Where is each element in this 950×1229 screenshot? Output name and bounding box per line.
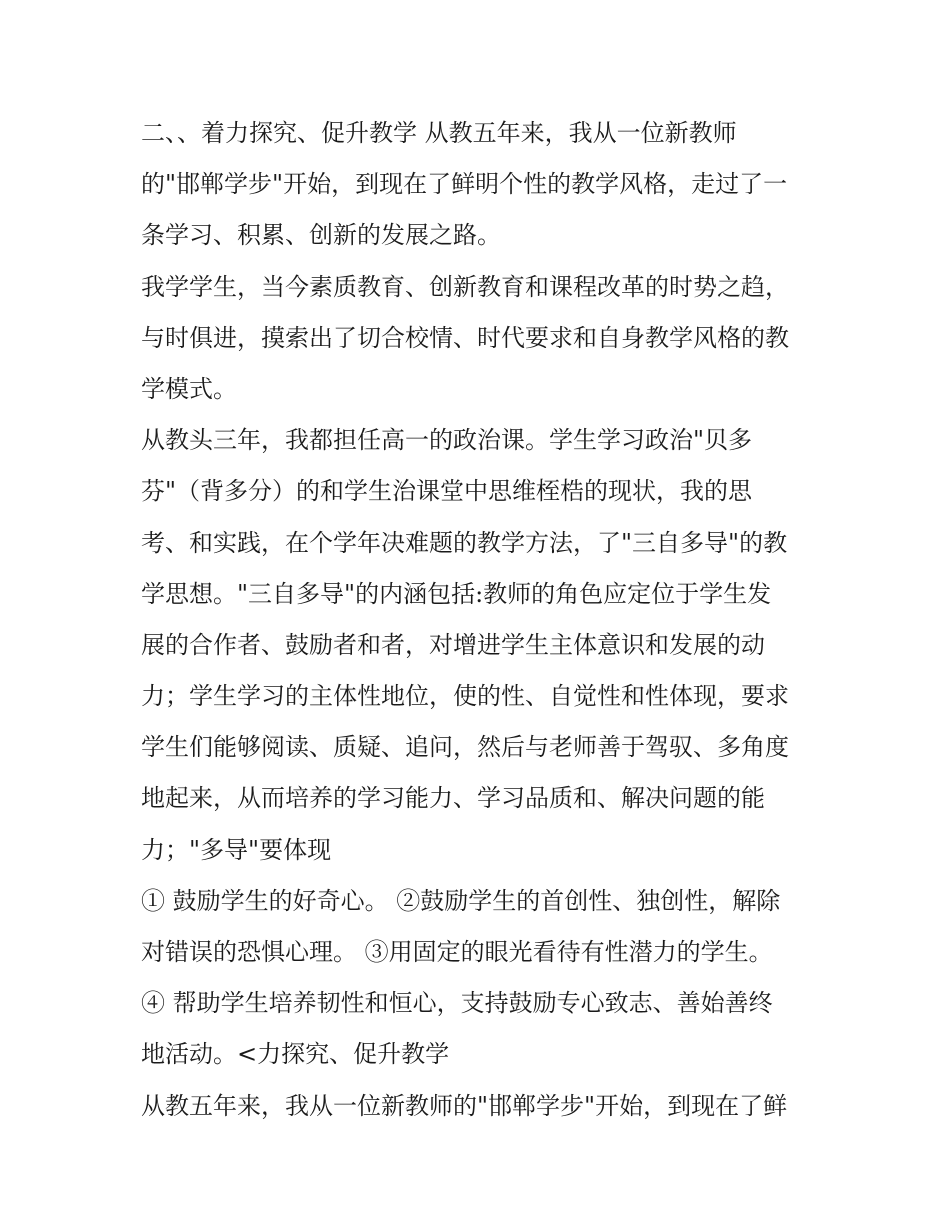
document-body (141, 108, 831, 1132)
text-line-4: 我学学生，当今素质教育、创新教育和课程改革的时势之趋， (141, 272, 789, 301)
text-line-12: 力；学生学习的主体性地位，使的性、自觉性和性体现，要求 (141, 682, 789, 711)
text-line-17: 对错误的恐惧心理。 ③用固定的眼光看待有性潜力的学生。 (141, 938, 773, 966)
text-line-13: 学生们能够阅读、质疑、追问，然后与老师善于驾驭、多角度 (141, 733, 789, 762)
text-line-9: 考、和实践，在个学年决难题的教学方法，了"三自多导"的教 (141, 528, 788, 557)
text-line-11: 展的合作者、鼓励者和者，对增进学生主体意识和发展的动 (141, 630, 765, 659)
text-line-19: 地活动。<力探究、促升教学 (141, 1040, 450, 1069)
text-line-20: 从教五年来，我从一位新教师的"邯郸学步"开始，到现在了鲜 (141, 1091, 788, 1120)
text-line-18: ④ 帮助学生培养韧性和恒心，支持鼓励专心致志、善始善终 (141, 989, 773, 1018)
text-line-16: ① 鼓励学生的好奇心。 ②鼓励学生的首创性、独创性，解除 (141, 886, 781, 915)
text-line-1: 二、、着力探究、促升教学 从教五年来，我从一位新教师 (141, 119, 737, 147)
text-line-7: 从教头三年，我都担任高一的政治课。学生学习政治"贝多 (141, 426, 753, 455)
text-line-14: 地起来，从而培养的学习能力、学习品质和、解决问题的能 (141, 784, 765, 813)
text-line-10: 学思想。"三自多导"的内涵包括:教师的角色应定位于学生发 (141, 579, 772, 608)
text-line-15: 力；"多导"要体现 (141, 835, 332, 864)
text-line-8: 芬"（背多分）的和学生治课堂中思维桎梏的现状，我的思 (141, 477, 753, 506)
text-line-2: 的"邯郸学步"开始，到现在了鲜明个性的教学风格，走过了一 (141, 170, 788, 199)
text-line-3: 条学习、积累、创新的发展之路。 (141, 221, 501, 250)
text-line-6: 学模式。 (141, 374, 237, 403)
text-line-5: 与时俱进，摸索出了切合校情、时代要求和自身教学风格的教 (141, 323, 789, 352)
